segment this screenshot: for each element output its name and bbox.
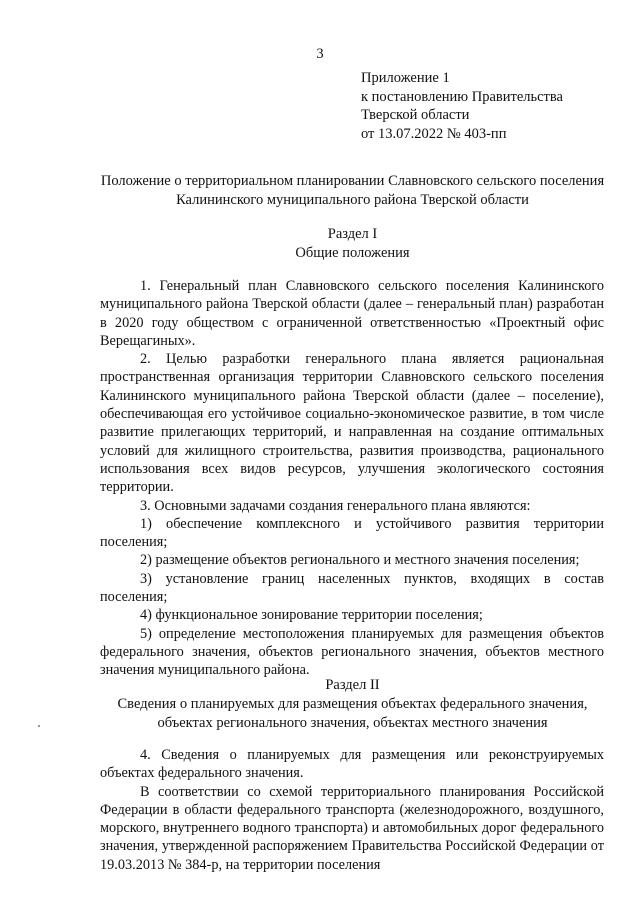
paragraph: 5) определение местоположения планируемых для размещения объектов федерального значения, объектов регионального значения, объектов местного значения муниципального района.: [100, 625, 604, 679]
section-1-heading: [100, 225, 605, 263]
appendix-block: [361, 69, 563, 143]
section-2-heading: [100, 676, 605, 733]
section-title: Сведения о планируемых для размещения объектах федерального значения, объектах регионального значения, объектах местного значения: [117, 696, 588, 731]
appendix-line: Тверской области: [361, 107, 470, 123]
appendix-line: от 13.07.2022 № 403-пп: [361, 125, 507, 142]
appendix-line: Приложение 1: [361, 70, 450, 86]
paragraph: 3. Основными задачами создания генерального плана являются:: [140, 497, 531, 514]
paragraph: В соответствии со схемой территориального планирования Российской Федерации в области федерального транспорта (железнодорожного, воздушного, морского, внутреннего водного транспорта) и автомобильных дорог федерального значения, утвержденной распоряжением Правительства Российской Федерации от 19.03.2013 № 384-р, на территории поселения: [100, 783, 604, 873]
paragraph: 2) размещение объектов регионального и местного значения поселения;: [140, 552, 580, 569]
scan-speck: [38, 725, 40, 727]
paragraph: 4) функциональное зонирование территории поселения;: [140, 607, 483, 624]
section-1-body: [100, 277, 604, 680]
paragraph: 2. Целью разработки генерального плана является рациональная пространственная организация территории Славновского сельского поселения Калининского муниципального района Тверской области (далее – поселение), обеспечивающая его устойчивое социально-экономическое развитие, в том числе развитие прилегающих территорий, и направленная на создание оптимальных условий для жилищного строительства, развития производства, рационального использования всех видов ресурсов, улучшения экологического состояния территории.: [100, 351, 604, 496]
section-title: Общие положения: [295, 245, 410, 261]
section-number: Раздел I: [327, 226, 378, 242]
section-number: Раздел II: [325, 677, 380, 693]
document-title: Положение о территориальном планировании Славновского сельского поселения Калининского муниципального района Тверской области: [100, 173, 605, 208]
paragraph: 4. Сведения о планируемых для размещения или реконструируемых объектах федерального значения.: [100, 747, 604, 782]
paragraph: 1. Генеральный план Славновского сельского поселения Калининского муниципального района Тверской области (далее – генеральный план) разработан в 2020 году обществом с ограниченной ответственностью «Проектный офис Верещагиных».: [100, 278, 604, 349]
paragraph: 3) установление границ населенных пунктов, входящих в состав поселения;: [100, 570, 604, 606]
page-number: 3: [316, 46, 324, 62]
paragraph: 1) обеспечение комплексного и устойчивого развития территории поселения;: [100, 515, 604, 551]
section-2-body: [100, 746, 604, 874]
appendix-line: к постановлению Правительства: [361, 88, 563, 105]
